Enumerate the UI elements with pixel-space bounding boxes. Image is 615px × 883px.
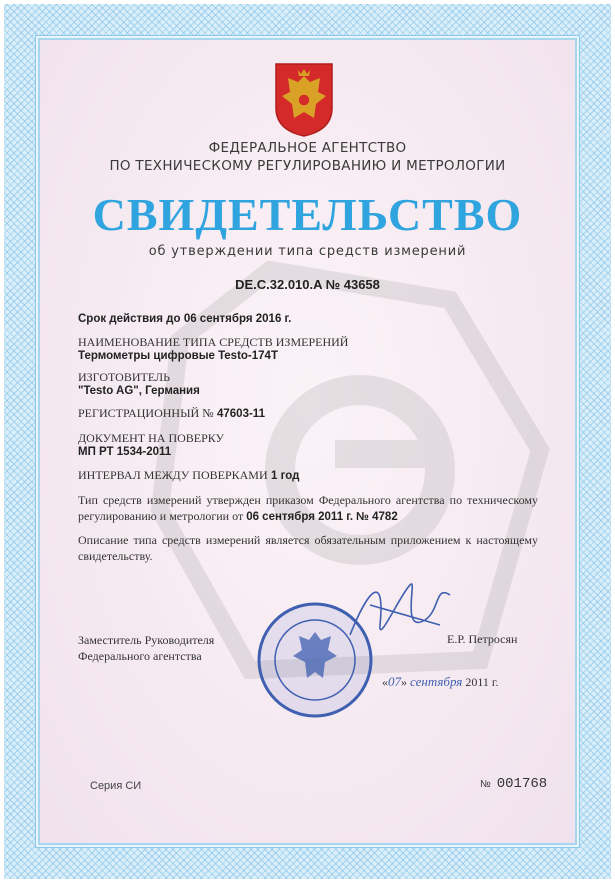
date-quote-open: « bbox=[382, 675, 388, 689]
document-title: СВИДЕТЕЛЬСТВО bbox=[92, 189, 523, 240]
approval-paragraph bbox=[78, 492, 538, 525]
validity-label: Срок действия до bbox=[78, 313, 181, 325]
serial-value: 001768 bbox=[496, 776, 548, 792]
approval-text: Тип средств измерений утвержден приказом Федерального агентства по техническому регулированию и метрологии от bbox=[78, 493, 538, 523]
signature-scribble bbox=[340, 565, 460, 655]
field-value: МП РТ 1534-2011 bbox=[78, 446, 172, 458]
approval-date: 06 сентября 2011 г. bbox=[246, 511, 354, 523]
signatory-position bbox=[78, 632, 214, 664]
date-quote-close: » bbox=[401, 675, 407, 689]
field-value: "Testo AG", Германия bbox=[78, 385, 200, 397]
serial-number bbox=[480, 776, 547, 792]
field-label: НАИМЕНОВАНИЕ ТИПА СРЕДСТВ ИЗМЕРЕНИЙ bbox=[78, 335, 349, 349]
field-label: ИЗГОТОВИТЕЛЬ bbox=[78, 370, 171, 384]
date-month: сентября bbox=[410, 674, 463, 689]
date-day: 07 bbox=[388, 674, 401, 689]
position-line-1: Заместитель Руководителя bbox=[78, 633, 215, 647]
position-line-2: Федерального агентства bbox=[78, 649, 202, 663]
field-registration bbox=[78, 406, 265, 421]
field-interval bbox=[78, 468, 299, 483]
description-note: Описание типа средств измерений является обязательным приложением к настоящему свидетельству. bbox=[78, 533, 538, 563]
agency-line-1: ФЕДЕРАЛЬНОЕ АГЕНТСТВО bbox=[208, 140, 407, 156]
field-value: 1 год bbox=[271, 470, 300, 482]
field-type-name bbox=[78, 335, 348, 362]
validity-line bbox=[78, 311, 291, 325]
field-label: РЕГИСТРАЦИОННЫЙ № bbox=[78, 406, 214, 420]
document-subtitle: об утверждении типа средств измерений bbox=[148, 244, 467, 259]
signature-date bbox=[382, 674, 498, 690]
certificate-number: DE.C.32.010.A № 43658 bbox=[235, 277, 380, 292]
approval-order: № 4782 bbox=[356, 511, 398, 523]
serial-prefix: № bbox=[480, 779, 491, 790]
series-label: Серия СИ bbox=[90, 780, 142, 792]
signatory-name: Е.Р. Петросян bbox=[447, 632, 518, 646]
field-label: ИНТЕРВАЛ МЕЖДУ ПОВЕРКАМИ bbox=[78, 468, 268, 482]
coat-of-arms-icon bbox=[274, 62, 334, 138]
field-label: ДОКУМЕНТ НА ПОВЕРКУ bbox=[78, 431, 225, 445]
agency-line-2: ПО ТЕХНИЧЕСКОМУ РЕГУЛИРОВАНИЮ И МЕТРОЛОГИИ bbox=[109, 158, 506, 174]
field-manufacturer bbox=[78, 370, 200, 397]
date-year: 2011 г. bbox=[465, 675, 499, 689]
validity-value: 06 сентября 2016 г. bbox=[183, 313, 292, 325]
field-verification-doc bbox=[78, 431, 224, 458]
field-value: Термометры цифровые Testo-174T bbox=[78, 350, 278, 362]
field-value: 47603-11 bbox=[217, 408, 265, 420]
